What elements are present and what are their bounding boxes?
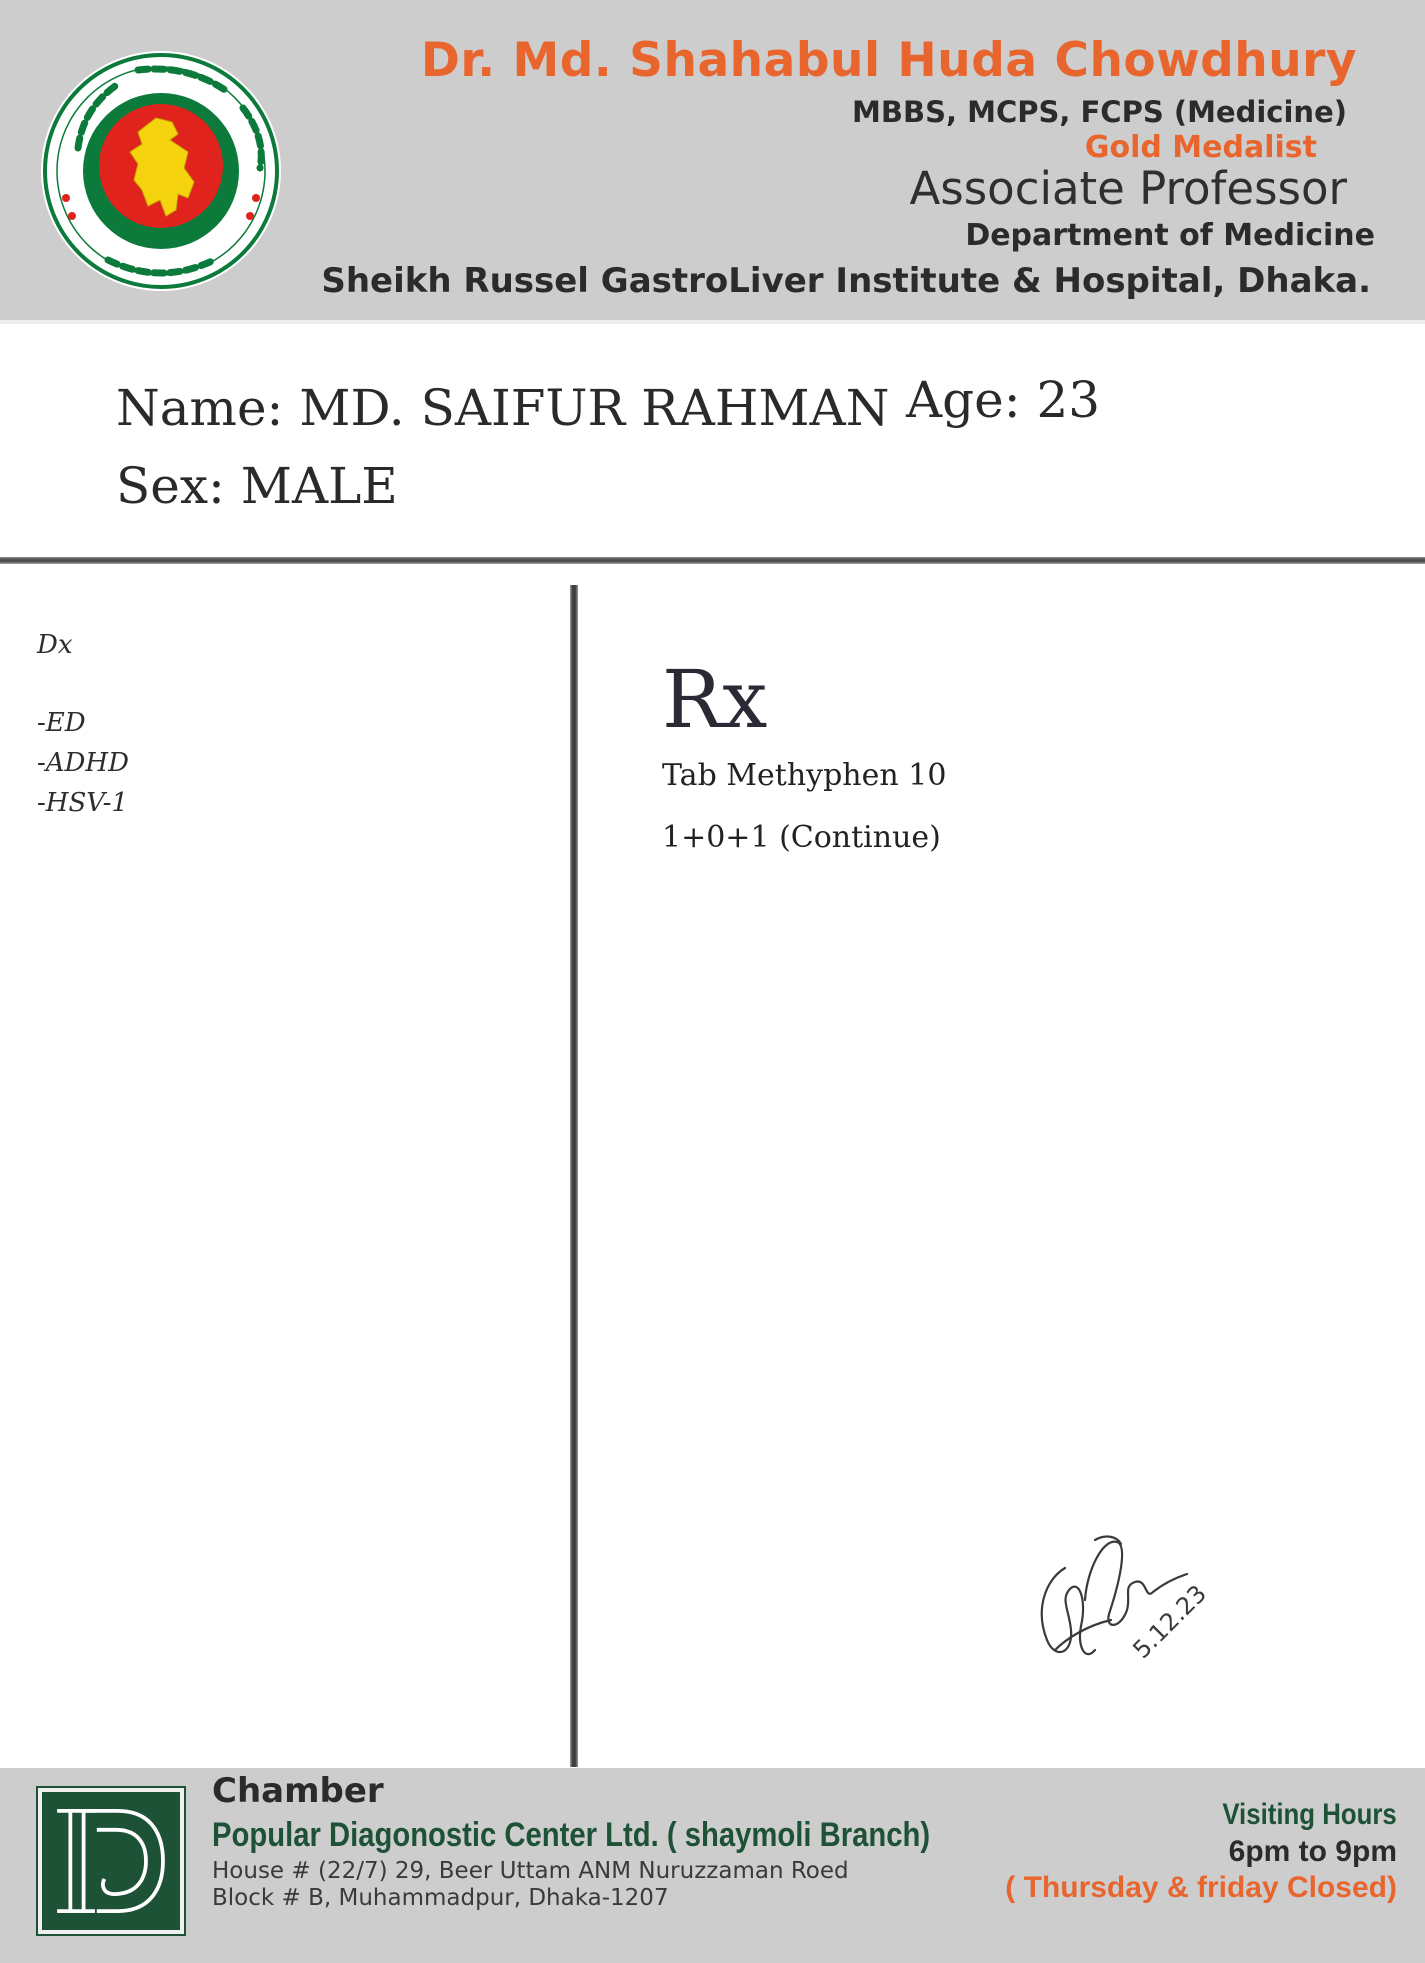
closed-days: ( Thursday & friday Closed) bbox=[1005, 1871, 1397, 1904]
chamber-address-line1: House # (22/7) 29, Beer Uttam ANM Nuruzzaman Roed bbox=[212, 1858, 849, 1884]
rx-symbol: Rx bbox=[662, 653, 768, 746]
diagnosis-section bbox=[37, 625, 129, 823]
section-divider-horizontal bbox=[0, 557, 1425, 564]
diagnosis-item: -ED bbox=[37, 708, 86, 738]
doctor-distinction: Gold Medalist bbox=[1084, 130, 1317, 165]
prescription-section bbox=[662, 650, 946, 860]
diagnosis-label: Dx bbox=[37, 630, 73, 660]
visiting-hours-title: Visiting Hours bbox=[1222, 1798, 1397, 1831]
section-divider-vertical bbox=[570, 585, 578, 1767]
diagnosis-item: -HSV-1 bbox=[37, 788, 128, 818]
chamber-label: Chamber bbox=[212, 1771, 384, 1811]
diagnosis-item: -ADHD bbox=[37, 748, 129, 778]
handwritten-signature-icon bbox=[1025, 1530, 1213, 1690]
popular-diagnostic-logo-icon bbox=[38, 1788, 184, 1934]
header-divider bbox=[0, 320, 1425, 324]
doctor-position: Associate Professor bbox=[909, 162, 1347, 215]
patient-sex: Sex: MALE bbox=[116, 457, 398, 515]
hospital-name: Sheikh Russel GastroLiver Institute & Hospital, Dhaka. bbox=[321, 261, 1371, 301]
government-seal-icon bbox=[38, 48, 284, 294]
doctor-degrees: MBBS, MCPS, FCPS (Medicine) bbox=[852, 95, 1347, 129]
drug-dosage: 1+0+1 (Continue) bbox=[662, 820, 941, 855]
patient-name: Name: MD. SAIFUR RAHMAN bbox=[116, 379, 890, 437]
letterhead bbox=[0, 0, 1425, 320]
visiting-hours-time: 6pm to 9pm bbox=[1228, 1835, 1397, 1868]
visiting-hours bbox=[1005, 1796, 1397, 1906]
chamber-center-name: Popular Diagonostic Center Ltd. ( shaymoli Branch) bbox=[212, 1816, 931, 1854]
footer bbox=[0, 1768, 1425, 1963]
prescribed-drug: Tab Methyphen 10 bbox=[662, 758, 947, 793]
signature-date: 5.12.23 bbox=[1127, 1579, 1213, 1665]
doctor-details bbox=[315, 30, 1375, 304]
doctor-name: Dr. Md. Shahabul Huda Chowdhury bbox=[420, 33, 1357, 88]
chamber-details bbox=[212, 1770, 1047, 1912]
chamber-address-line2: Block # B, Muhammadpur, Dhaka-1207 bbox=[212, 1885, 669, 1911]
patient-age: Age: 23 bbox=[906, 371, 1101, 429]
doctor-department: Department of Medicine bbox=[965, 218, 1375, 253]
